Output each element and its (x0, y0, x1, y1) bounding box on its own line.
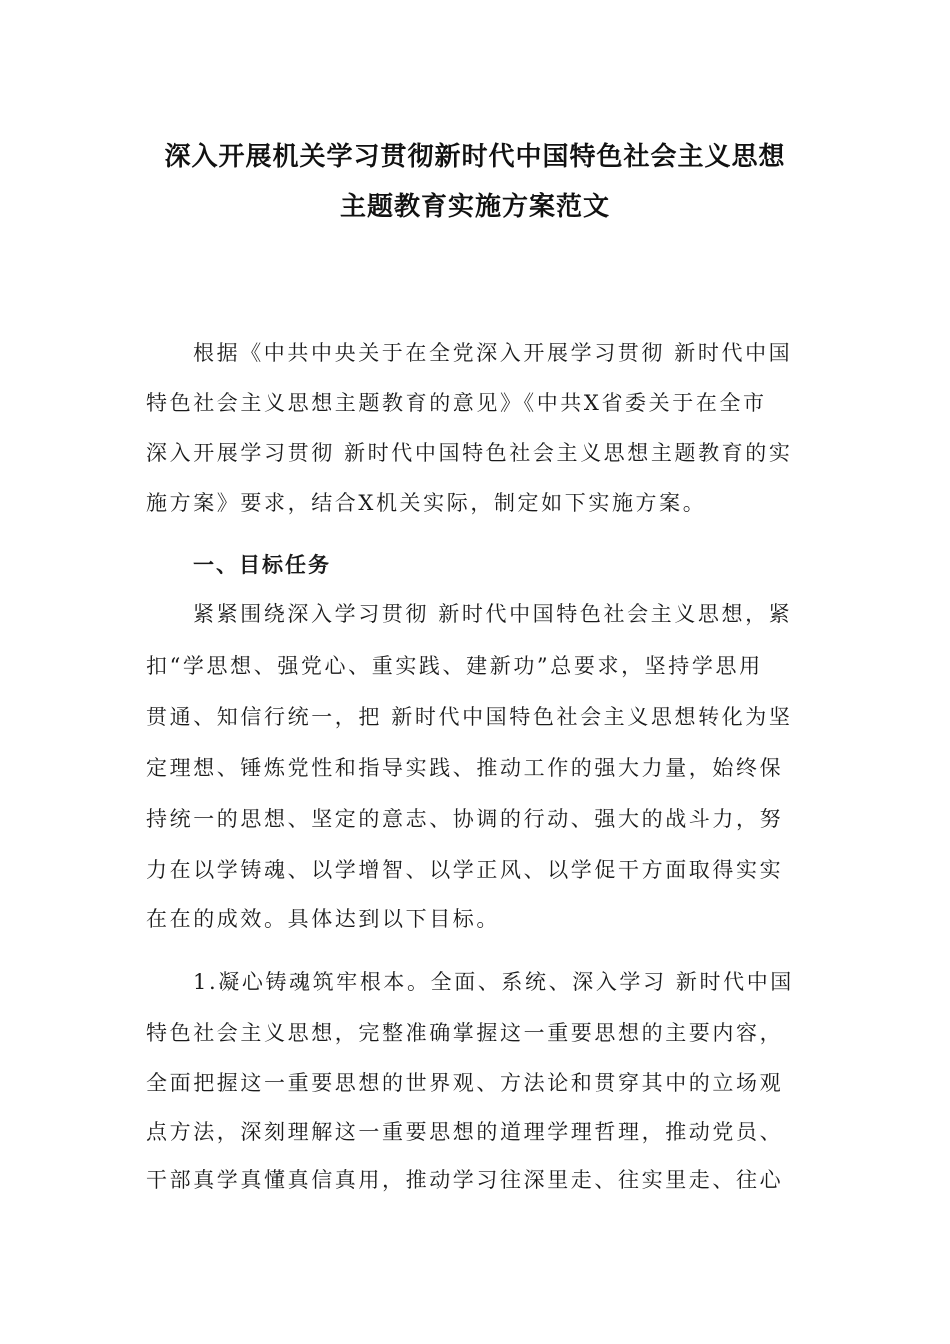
section-line-5: 持统一的思想、坚定的意志、协调的行动、强大的战斗力，努 (146, 807, 784, 831)
item-1-line-1: 1.凝心铸魂筑牢根本。全面、系统、深入学习 新时代中国 (193, 970, 794, 994)
intro-line-1: 根据《中共中央关于在全党深入开展学习贯彻 新时代中国 (193, 341, 793, 365)
section-line-4: 定理想、锤炼党性和指导实践、推动工作的强大力量，始终保 (146, 756, 784, 780)
item-1-line-4: 点方法，深刻理解这一重要思想的道理学理哲理，推动党员、 (146, 1120, 784, 1144)
section-line-1: 紧紧围绕深入学习贯彻 新时代中国特色社会主义思想，紧 (193, 602, 793, 626)
item-1-line-5: 干部真学真懂真信真用，推动学习往深里走、往实里走、往心 (146, 1168, 784, 1192)
item-1-line-3: 全面把握这一重要思想的世界观、方法论和贯穿其中的立场观 (146, 1071, 784, 1095)
intro-line-3: 深入开展学习贯彻 新时代中国特色社会主义思想主题教育的实 (146, 441, 793, 465)
intro-line-2: 特色社会主义思想主题教育的意见》《中共X省委关于在全市 (146, 391, 767, 415)
document-title-line-1: 深入开展机关学习贯彻新时代中国特色社会主义思想 (164, 142, 786, 172)
section-line-2: 扣“学思想、强党心、重实践、建新功”总要求，坚持学思用 (146, 654, 763, 678)
section-heading: 一、目标任务 (193, 553, 331, 577)
section-line-6: 力在以学铸魂、以学增智、以学正风、以学促干方面取得实实 (146, 858, 784, 882)
section-line-7: 在在的成效。具体达到以下目标。 (146, 907, 500, 931)
item-1-line-2: 特色社会主义思想，完整准确掌握这一重要思想的主要内容， (146, 1021, 784, 1045)
document-title-line-2: 主题教育实施方案范文 (339, 192, 610, 222)
section-line-3: 贯通、知信行统一，把 新时代中国特色社会主义思想转化为坚 (146, 705, 793, 729)
intro-line-4: 施方案》要求，结合X机关实际，制定如下实施方案。 (146, 491, 707, 515)
